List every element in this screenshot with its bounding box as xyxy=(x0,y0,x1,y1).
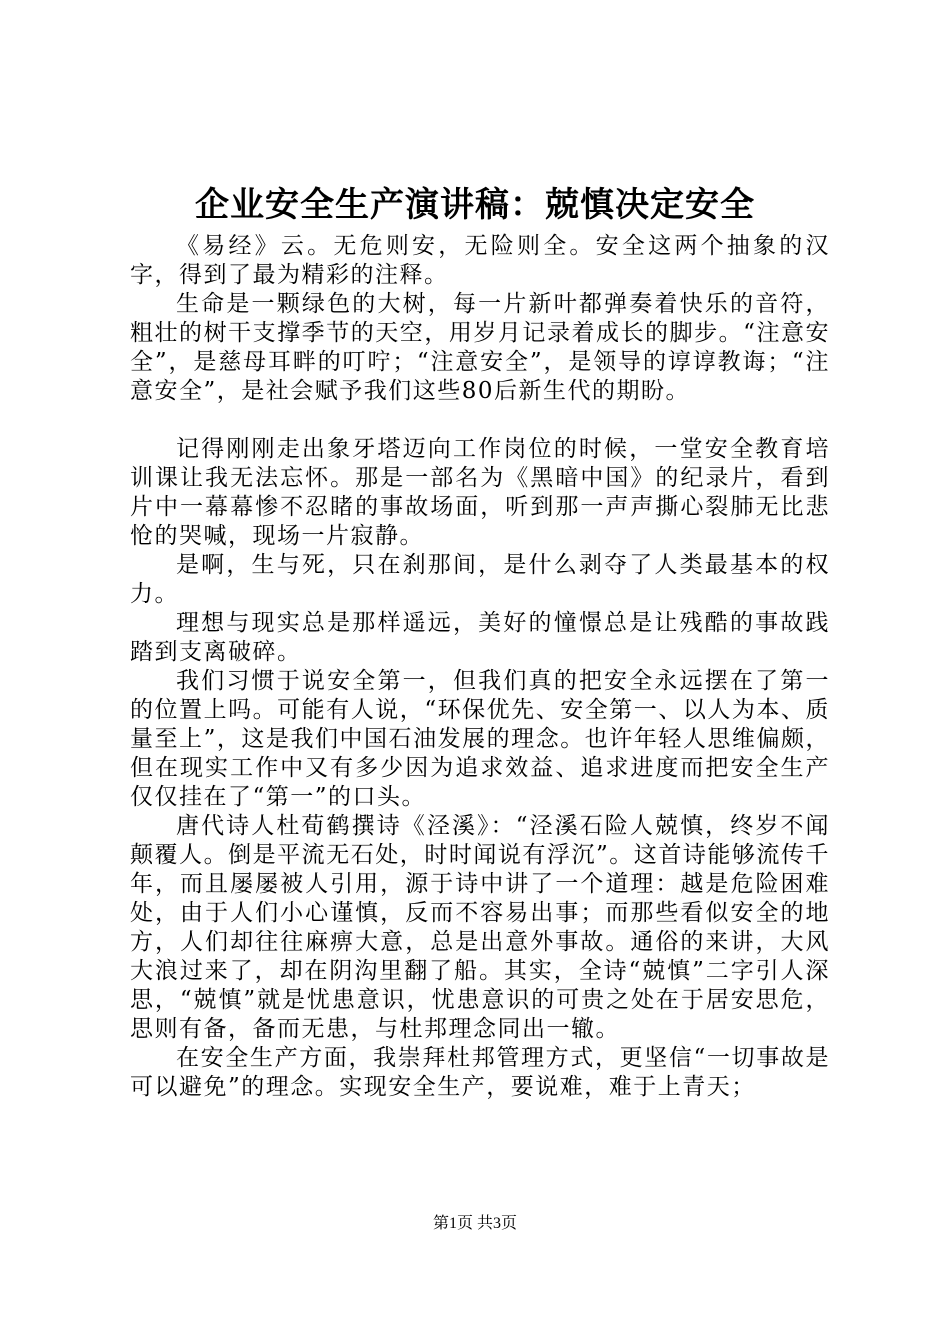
paragraph-7: 唐代诗人杜荀鹤撰诗《泾溪》：“泾溪石险人兢慎，终岁不闻颠覆人。倒是平流无石处，时时闻说有浮沉”。这首诗能够流传千年，而且屡屡被人引用，源于诗中讲了一个道理：越是危险困难处，由于人们小心谨慎，反而不容易出事；而那些看似安全的地方，人们却往往麻痹大意，总是出意外事故。通俗的来讲，大风大浪过来了，却在阴沟里翻了船。其实，全诗“兢慎”二字引人深思，“兢慎”就是忧患意识，忧患意识的可贵之处在于居安思危，思则有备，备而无患，与杜邦理念同出一辙。 xyxy=(130,813,830,1042)
paragraph-6: 我们习惯于说安全第一，但我们真的把安全永远摆在了第一的位置上吗。可能有人说，“环保优先、安全第一、以人为本、质量至上”，这是我们中国石油发展的理念。也许年轻人思维偏颇，但在现实工作中又有多少因为追求效益、追求进度而把安全生产仅仅挂在了“第一”的口头。 xyxy=(130,668,830,810)
paragraph-4: 是啊，生与死，只在刹那间，是什么剥夺了人类最基本的权力。 xyxy=(130,552,830,607)
paragraph-5: 理想与现实总是那样遥远，美好的憧憬总是让残酷的事故践踏到支离破碎。 xyxy=(130,610,830,665)
document-body xyxy=(130,232,830,1102)
paragraph-8: 在安全生产方面，我崇拜杜邦管理方式，更坚信“一切事故是可以避免”的理念。实现安全生产，要说难，难于上青天； xyxy=(130,1045,830,1100)
paragraph-1: 《易经》云。无危则安，无险则全。安全这两个抽象的汉字，得到了最为精彩的注释。 xyxy=(130,233,830,288)
document-title: 企业安全生产演讲稿：兢慎决定安全 xyxy=(195,185,755,225)
page-footer: 第1页 共3页 xyxy=(432,1215,517,1232)
paragraph-3: 记得刚刚走出象牙塔迈向工作岗位的时候，一堂安全教育培训课让我无法忘怀。那是一部名为《黑暗中国》的纪录片，看到片中一幕幕惨不忍睹的事故场面，听到那一声声撕心裂肺无比悲怆的哭喊，现场一片寂静。 xyxy=(130,436,830,549)
paragraph-2: 生命是一颗绿色的大树，每一片新叶都弹奏着快乐的音符，粗壮的树干支撑季节的天空，用岁月记录着成长的脚步。“注意安全”，是慈母耳畔的叮咛；“注意安全”，是领导的谆谆教诲；“注意安全”，是社会赋予我们这些80后新生代的期盼。 xyxy=(130,291,830,404)
